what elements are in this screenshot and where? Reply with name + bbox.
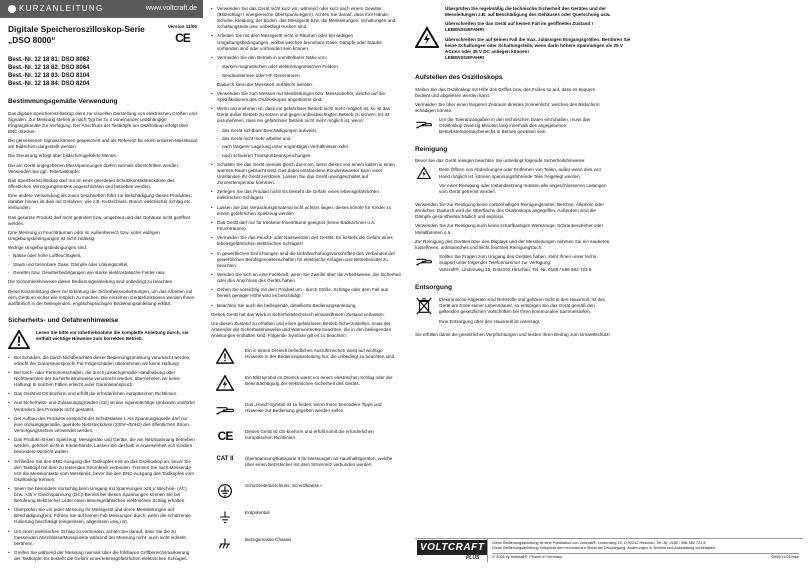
paragraph: Dadurch kann der Messwert verfälscht werden. — [217, 81, 313, 87]
list-item: • Um einen elektrischen Schlag zu vermeiden, achten Sie darauf, dass Sie die zu messenden Anschlüsse/Messpunkte während der Messung nicht, auch nicht indirekt, berühren. — [8, 529, 197, 547]
paragraph: Das Speicheroszilloskop darf nur an einer geerdeten Schutzkontaktsteckdose des öffentlichen Versorgungsnetzes angeschlossen und betrieben werden. — [8, 178, 175, 190]
list-item: • Seien Sie besonders Vorsichtig beim Umgang mit Spannungen >25 V Wechsel- (AC) bzw. >35 V Gleichspannung (DC)! Bereits bei diesen Spannungen können Sie bei Berührung elektrischer Leiter einen lebensgefährlichen elektrischen Schlag erhalten. — [8, 486, 197, 504]
symbol-row — [211, 402, 401, 418]
list-item: • Bei Sach- oder Personenschäden, die durch unsachgemäße Handhabung oder Nichtbeachten der Sicherheitshinweise verursacht werden, übernehmen wir keine Haftung! In solchen Fällen erlischt jeder Garantieanspruch. — [8, 370, 197, 388]
list-item: • Verwenden Sie das Gerät nicht kurz vor, während oder kurz nach einem Gewitter (Blitzschlag! / energiereiche Überspannungen!). Achten Sie darauf, dass Ihre Hände, Schuhe, Kleidung, der Boden, das Messgerät bzw. die Messleitungen, Schaltungen und Schaltungsteile usw. unbedingt trocken sind. — [211, 6, 401, 30]
section-heading-disposal: Entsorgung — [415, 284, 452, 292]
list-item: - Gewitter bzw. Gewitterbedingungen wie starke elektrostatische Felder usw. — [8, 270, 197, 276]
list-item: • Verwenden Sie zum Messen nur Messleitungen bzw. Messzubehör, welche auf die Spezifikationen des Oszilloskopes abgestimmt sind. — [211, 91, 401, 103]
symbol-row — [211, 429, 401, 445]
symbol-text: Dieses Gerät ist CE-konform und erfüllt somit die erforderlichen europäischen Richtlinien. — [245, 429, 374, 441]
paragraph: Eine Entsorgung über den Hausmüll ist untersagt. — [439, 318, 541, 324]
brand-text: KURZANLEITUNG — [19, 3, 104, 13]
logo-text: VOLTCRAFT — [417, 540, 487, 555]
list-item: • Arbeiten Sie mit dem Messgerät nicht in Räumen oder bei widrigen Umgebungsbedingungen, wo/bei welchen brennbare Gase, Dämpfe oder Staube vorhanden sind oder vorhanden sein können. — [211, 33, 401, 51]
paragraph: Widrige Umgebungsbedingungen sind: — [8, 245, 88, 251]
list-item: • Überprüfen Sie vor jeder Messung Ihr Messgerät und deren Messleitungen auf Beschädigung(en). Führen Sie auf keinen Fall Messungen durch, wenn die schützende Isolierung beschädigt (eingerissen, abgerissen usw.) ist. — [8, 507, 197, 525]
list-item: • Vermeiden Sie das Feucht- oder Nasswerden des Geräts. Es besteht die Gefahr eines lebensgefährlichen elektrischen Schlages! — [211, 235, 401, 247]
cat-ii-label: CAT II — [216, 456, 234, 463]
paragraph: Bevor Sie das Gerät reinigen beachten Sie unbedingt folgende Sicherheitshinweise: — [415, 158, 586, 164]
list-item: • Beachten Sie auch die beiliegende, detaillierte Bedienungsanleitung. — [211, 303, 401, 309]
list-item: • Greifen Sie während der Messung niemals über die fühlbaren Griffbereichsmarkierung der Tastköpfe. Es besteht die Gefahr eines lebensgefährlichen elektrischen Schlages. — [8, 550, 197, 562]
hand-icon — [215, 402, 235, 415]
hand-icon — [415, 117, 433, 129]
symbol-text: Überspannungskategorie II für Messungen an Haushaltsgeräten, welche über einen Netzstecker mit dem Stromnetz verbunden werden. — [245, 456, 393, 468]
lightning-triangle-icon — [216, 375, 234, 391]
list-item: - das Gerät nicht mehr arbeitet und — [217, 136, 401, 142]
list-item: • Vermeiden Sie den Betrieb in unmittelbarer Nähe von: — [211, 55, 401, 61]
order-number: Best.-Nr. 12 18 81: DSO 8062 — [8, 56, 90, 63]
symbol-row — [211, 537, 401, 553]
copyright: © 2006 by Voltcraft®. Printed in Germany. — [492, 555, 563, 560]
logo-dot-icon — [8, 5, 16, 13]
unsafe-conditions-list — [217, 128, 401, 159]
symbol-list — [211, 348, 401, 553]
paragraph: Um diesen Zustand zu erhalten und einen gefahrlosen Betrieb sicherzustellen, muss der Anwender die Sicherheitshinweise und Warnvermerke beachten, die in den beiliegenden Anleitungen enthalten sind. Folgende Symbole gilt es zu beachten: — [211, 321, 392, 339]
list-item: • Schalten Sie das Gerät niemals gleich dann ein, wenn dieses von einem kalten in einen warmen Raum gebracht wird. Das dabei entstandene Kondenswasser kann unter Umständen Ihr Gerät zerstören. Lassen Sie das Gerät uneingeschaltet auf Zimmertemperatur kommen. — [211, 162, 401, 186]
list-item: • Zerlegen Sie das Produkt nicht! Es besteht die Gefahr eines lebensgefährlichen elektrischen Schlages! — [211, 189, 401, 201]
paragraph: Zur Reinigung des Gerätes bzw. des Displays und der Messleitungen nehmen Sie ein sauberes, fusselfreies, antistatisches und leicht feuchtes Reinigungstuch. — [415, 238, 611, 250]
warning-text: Überprüfen Sie regelmäßig die technische Sicherheit des Gerätes und der Messleitungen z.B. auf Beschädigung des Gehäuses oder Quetschung usw. — [445, 6, 611, 18]
list-item: • Das Produkt ist kein Spielzeug. Messgeräte und Geräte, die am Netzspannung betrieben werden, gehören nicht in Kinderhände. Lassen Sie deshalb in Anwesenheit von Kindern besondere Vorsicht walten. — [8, 437, 197, 455]
paragraph: Eine Messung in Feuchträumen oder im Außenbereich bzw. unter widrigen Umgebungsbedingungen ist nicht zulässig. — [8, 230, 160, 242]
support-contact: Voltcraft®, Lindenweg 15, D-92242 Hirschau, Tel.-Nr. 0180 / 586 582 723 8 — [439, 267, 592, 273]
symbol-row — [211, 456, 401, 472]
lightning-triangle-icon — [415, 167, 433, 179]
print-code: *2006/11/01/mbe — [770, 555, 799, 560]
warning-text: Vor einer Reinigung oder Instandsetzung müssen alle angeschlossenen Leitungen vom Gerät getrennt werden. — [439, 182, 607, 194]
safety-list — [8, 355, 197, 563]
list-item: • Das Gerät ist CE-konform und erfüllt die erforderlichen europäischen Richtlinien. — [8, 391, 197, 397]
column-1 — [0, 0, 203, 568]
near-list — [217, 64, 401, 79]
paragraph: Die gemessenen Signale können gespeichert und als Referenz für einen anderen Messkanal am Bildschirm dargestellt werden. — [8, 138, 197, 150]
paragraph: Vermeiden Sie über einen längeren Zeitraum direktes Sonnenlicht, welches den Bildschirm schädigen könnte. — [415, 102, 600, 114]
symbol-row — [211, 510, 401, 526]
warning-text: LEBENSGEFAHR! — [445, 27, 485, 33]
list-item: • Lassen Sie das Verpackungsmaterial nicht achtlos liegen, dieses könnte für Kinder zu einem gefährlichen Spielzeug werden. — [211, 205, 401, 217]
safety-list-c — [211, 162, 401, 309]
symbol-text: Bezugsmasse Chassis — [245, 537, 292, 543]
chassis-icon — [218, 537, 232, 551]
symbol-text: Ein Blitzsymbol im Dreieck warnt vor einem elektrischen Schlag oder der Beeinträchtigung der elektrischen Sicherheit des Geräts. — [245, 375, 393, 387]
setup-note — [415, 117, 611, 135]
note-text: Sollten Sie Fragen zum Umgang des Gerätes haben, steht Ihnen unser techn. Support unter folgender Telefonnummer zur Verfügung: — [439, 254, 598, 266]
section-heading-setup: Aufstellen des Oszilloskops — [415, 74, 503, 81]
exclamation-triangle-icon — [8, 330, 30, 349]
adverse-conditions-list — [8, 253, 197, 276]
paragraph: Stellen Sie das Oszilloskop mit Hilfe des Griffes bzw. des Fußes so auf, dass es bequem bedient und abgelesen werden kann. — [415, 86, 596, 98]
symbol-row — [211, 375, 401, 391]
paragraph: Dieses Gerät hat das Werk in sicherheitstechnisch einwandfreiem Zustand verlassen. — [211, 311, 385, 317]
brand — [8, 4, 103, 15]
voltcraft-logo — [415, 539, 487, 562]
list-item: • Das Gerät darf nur für trockene Innenräume geeignet (keine Badezimmer o.ä. Feuchträume). — [211, 220, 401, 232]
imprint-text: Diese Bedienungsanleitung ist eine Publikation von Voltcraft®, Lindenweg 15, D-92242 Hirschau, Tel.-Nr. 0180 / 586 582 723 8. — [492, 541, 707, 545]
list-item: • Der Aufbau des Produkts entspricht der Schutzklasse I. Als Spannungsquelle darf nur eine ordnungsgemäße, geerdete Netzsteckdose (230V~/50Hz) des öffentlichen Strom-Versorgungsnetzes verwendet werden. — [8, 416, 197, 434]
logo-plus: PLUS — [465, 554, 480, 561]
list-item: - starken magnetischen oder elektromagnetischen Feldern — [217, 64, 401, 70]
list-item: - Nässe oder hohe Luftfeuchtigkeit, — [8, 253, 197, 259]
support-note — [415, 254, 611, 276]
disposal-block — [415, 297, 611, 328]
list-item: - Staub und brennbare Gase, Dämpfe oder Lösungsmittel, — [8, 262, 197, 268]
list-item: • Gehen Sie vorsichtig mit dem Produkt um - durch Stöße, Schläge oder dem Fall aus bereits geringer Höhe wird es beschädigt. — [211, 287, 401, 299]
paragraph: Sie erfüllen damit die gesetzlichen Verpflichtungen und leisten Ihren Beitrag zum Umweltschutz! — [415, 331, 610, 337]
imprint — [487, 539, 803, 562]
list-item: • Aus Sicherheits- und Zulassungsgründen (CE) ist das eigenmächtige Umbauen und/oder Verändern des Produkts nicht gestattet. — [8, 400, 197, 412]
symbol-text: Das „Hand“-Symbol ist zu finden, wenn Ihnen besondere Tipps und Hinweise zur Bedienung gegeben werden sollen. — [245, 402, 382, 414]
protective-class-icon — [217, 483, 233, 499]
list-item: • Wenn anzunehmen ist, dass ein gefahrloser Betrieb nicht mehr möglich ist, so ist das Gerät außer Betrieb zu setzen und gegen unbeabsichtigten Betrieb zu sichern. Es ist anzunehmen, dass ein gefahrloser Betrieb nicht mehr möglich ist, wenn: — [211, 106, 401, 124]
section-heading-safety: Sicherheits- und Gefahrenhinweise — [8, 316, 119, 324]
safety-list-b — [211, 91, 401, 125]
footer — [415, 538, 803, 562]
paragraph: Das gesamte Produkt darf nicht geändert bzw. umgebaut und das Gehäuse nicht geöffnet werden. — [8, 214, 191, 226]
list-item: - das Gerät sichtbare Beschädigungen aufweist, — [217, 128, 401, 134]
paragraph: Die Sicherheitshinweise dieser Bedienungsanleitung sind unbedingt zu beachten. — [8, 279, 174, 285]
paragraph: Elektronische Altgeräte sind Rohstoffe und gehören nicht in den Hausmüll. Ist das Gerät am Ende seiner Lebensdauer, so entsorgen Sie das Gerät gemäß den geltenden gesetzlichen Vorschriften bei Ihren kommunalen Sammelstellen. — [439, 297, 605, 315]
list-item: - nach schweren Transportbeanspruchungen. — [217, 153, 401, 159]
version-label: Version 11/06 — [167, 24, 197, 29]
cleaning-warning — [415, 167, 611, 198]
section-heading-cleaning: Reinigung — [415, 145, 448, 153]
warning-text: Überschreiten Sie auf keinen Fall die max. zulässigen Eingangsgrößen. Berühren Sie keine Schaltungen oder Schaltungsteile, wenn darin höhere Spannungen als 25 V ACrms oder 35 V DC anliegen können! — [445, 36, 631, 54]
warning-text: LEBENSGEFAHR! — [445, 54, 485, 60]
order-number: Best.-Nr. 12 18 84: DSO 8204 — [8, 80, 90, 87]
page-title: Digitale Speicheroszilloskop-Serie „DSO 8000“ — [8, 24, 145, 45]
high-voltage-warning — [415, 6, 802, 66]
list-item: - Sendeantennen oder HF-Generatoren. — [217, 73, 401, 79]
paragraph: Das digitale Speicheroszilloskop dient zur visuellen Darstellung von elektrischen Größen und Signalen. Zur Messung stehen je nach Typ bis zu 4 voneinander unabhängige Eingangskanäle zur Verfügung. Der Anschluss der Tastköpfe am Oszilloskop erfolgt über BNC-Stecker. — [8, 110, 197, 134]
crossed-bin-icon — [415, 297, 433, 315]
paragraph: Verwenden Sie zur Reinigung auch keine scharfkantigen Werkzeuge, Schraubendreher oder Metallbürsten o.ä. — [415, 223, 604, 235]
ground-icon — [218, 510, 232, 524]
ce-mark-icon: CE — [217, 429, 233, 444]
section-heading-use: Bestimmungsgemäße Verwendung — [8, 98, 118, 106]
column-2 — [203, 0, 407, 568]
symbol-text: Schutzleiteranschluss, Schutzklasse I — [245, 483, 322, 489]
warning-text: Lesen Sie bitte vor Inbetriebnahme die komplette Anleitung durch, sie enthält wichtige Hinweise zum korrekten Betrieb. — [36, 329, 189, 341]
list-item: - nach längerer Lagerung unter ungünstigen Verhältnissen oder — [217, 144, 401, 150]
ce-mark-icon: CE — [175, 31, 190, 46]
symbol-row — [211, 483, 401, 499]
lightning-triangle-icon — [415, 6, 439, 66]
column-3 — [407, 0, 808, 568]
paragraph: Die Steuerung erfolgt über bildschirmgeführte Menüs. — [8, 153, 118, 159]
order-number: Best.-Nr. 12 18 82: DSO 8064 — [8, 64, 90, 71]
list-item: • In gewerblichen Einrichtungen sind die Unfallverhütungsvorschriften des Verbandes der gewerblichen Berufsgenossenschaften für elektrische Anlagen und Betriebsmittel zu beachten. — [211, 251, 401, 269]
imprint-text: Diese Bedienungsanleitung entspricht dem technischen Stand bei Drucklegung. Änderungen in Technik und Ausstattung vorbehalten. — [492, 546, 717, 551]
list-item: • Bei Schäden, die durch Nichtbeachten dieser Bedienungsanleitung verursacht werden, erlischt der Garantieanspruch! Für Folgeschäden übernehmen wir keine Haftung! — [8, 355, 197, 367]
paragraph: Eine andere Verwendung als zuvor beschrieben führt zur Beschädigung dieses Produktes, darüber hinaus ist dies mit Gefahren, wie z.B. Kurzschluss, Brand, elektrischer Schlag etc. verbunden. — [8, 193, 192, 211]
title-block — [8, 24, 197, 47]
safety-list-continued — [211, 6, 401, 61]
symbol-text: Erdpotential — [245, 510, 270, 516]
paragraph: Verwenden Sie zur Reinigung keine carbonhaltigen Reinigungsmittel, Benzine, Alkohole oder ähnliches. Dadurch wird die Oberfläche des Oszilloskops angegriffen. Außerdem sind die Dämpfe gesundheitsschädlich und explosiv. — [415, 202, 604, 220]
symbol-row — [211, 348, 401, 364]
paragraph: Diese Kurzanleitung dient zur Erklärung der Sicherheitsvorkehrungen, um das Arbeiten mit dem Gerät so sicher wie möglich zu machen. Die einzelnen Gerätefunktionen werden Ihnen ausführlich in der beiliegenden, englischsprachigen Bedienungsanleitung erklärt. — [8, 288, 195, 306]
hand-icon — [415, 254, 433, 266]
list-item: • Wenden Sie sich an eine Fachkraft, wenn Sie Zweifel über die Arbeitsweise, die Sicherheit oder den Anschluss des Geräts haben. — [211, 272, 401, 284]
paragraph: Die am Gerät angegebenen Messspannungen dürfen niemals überschritten werden. Verwenden Sie ggf. Teilertastköpfe. — [8, 162, 180, 174]
safety-warning — [8, 330, 197, 349]
warning-text: Beim Öffnen von Abdeckungen oder Entfernen von Teilen, außer wenn dies von Hand möglich ist, können spannungsführende Teile freigelegt werden. — [439, 167, 601, 179]
header-bar — [0, 0, 203, 18]
order-numbers — [8, 56, 197, 88]
column-3-body — [415, 74, 611, 338]
warning-text: Überschreiten Sie das Gerät auf keinen Fall im geöffneten Zustand ! — [445, 21, 594, 27]
note-text: Um die Toleranzangaben in den technischen Daten einzuhalten, muss das Oszilloskop zwanzig Minuten lang innerhalb des angegebenen Betriebstemperaturbereichs in Betrieb gewesen sein. — [439, 117, 591, 135]
exclamation-triangle-icon — [216, 348, 234, 364]
list-item: • Schließen Sie den BNC-Ausgang des Tastkopfes erst an das Oszilloskop an, bevor Sie den Tastkopf mit dem zu testenden Stromkreis verbinden. Trennen Sie nach Messende erst die Messkontakte vom Messkreis, bevor Sie den BNC-Ausgang des Tastkopfes vom Oszilloskop trennen. — [8, 459, 197, 483]
order-number: Best.-Nr. 12 18 83: DSO 8104 — [8, 72, 90, 79]
website-url: www.voltcraft.de — [146, 5, 197, 13]
symbol-text: Ein in einem Dreieck befindliches Ausrufezeichen weist auf wichtige Hinweise in der Bedienungsanleitung hin, die unbedingt zu beachten sind. — [245, 348, 396, 360]
